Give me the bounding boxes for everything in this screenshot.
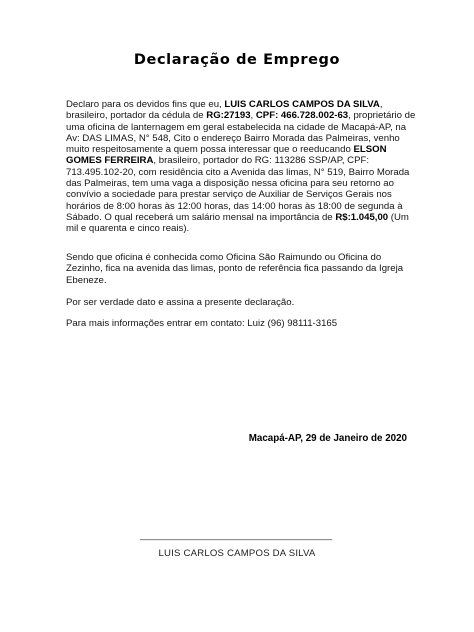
document-title: Declaração de Emprego (133, 52, 341, 68)
truth-statement-paragraph: Por ser verdade dato e assina a presente declaração. (66, 297, 295, 308)
signature-name: LUIS CARLOS CAMPOS DA SILVA (158, 548, 316, 559)
place-date-line: Macapá-AP, 29 de Janeiro de 2020 (248, 433, 407, 444)
declarant-rg: RG:27193 (206, 110, 251, 122)
paragraph-text: (Um mil e quarenta e cinco reais). (66, 211, 409, 235)
contact-paragraph: Para mais informações entrar em contato: Luiz (96) 98111-3165 (66, 318, 338, 329)
workshop-paragraph: Sendo que oficina é conhecida como Oficina São Raimundo ou Oficina do Zezinho, fica na avenida das limas, ponto de referência fica passando da Igreja Ebeneze. (66, 252, 404, 286)
declarant-name: LUIS CARLOS CAMPOS DA SILVA (224, 99, 380, 110)
paragraph-text: , brasileiro, portador do RG: 113286 SSP/AP, CPF: 713.495.102-20, com residência cito a Avenida das limas, N° 519, Bairro Morada das Palmeiras, tem uma vaga a disposição nessa oficina para seu retorno ao convívio a sociedade para prestar serviço de Auxiliar de Serviços Gerais nos horários de 8:00 horas às 12:00 horas, das 14:00 horas às 18:00 de segunda à Sábado. O qual receberá um salário mensal na importância de (66, 155, 410, 223)
declarant-cpf: CPF: 466.728.002-63 (255, 110, 349, 122)
paragraph-text: , proprietário de uma oficina de lanternagem em geral estabelecida na cidade de Macapá-AP, na Av: DAS LIMAS, N° 548, Cito o endereço Bairro Morada das Palmeiras, venho muito respeitosamente a quem possa interessar que o reeducando (66, 110, 416, 156)
salary-amount: R$:1.045,00 (335, 211, 389, 223)
paragraph-text: Declaro para os devidos fins que eu, (66, 99, 225, 110)
employee-name: ELSON GOMES FERREIRA (66, 144, 387, 167)
signature-line: ____________________________________ (139, 531, 333, 541)
declaration-paragraph (66, 99, 416, 235)
paragraph-text: , brasileiro, portador da cédula de (66, 99, 383, 122)
paragraph-text: , (250, 110, 256, 122)
